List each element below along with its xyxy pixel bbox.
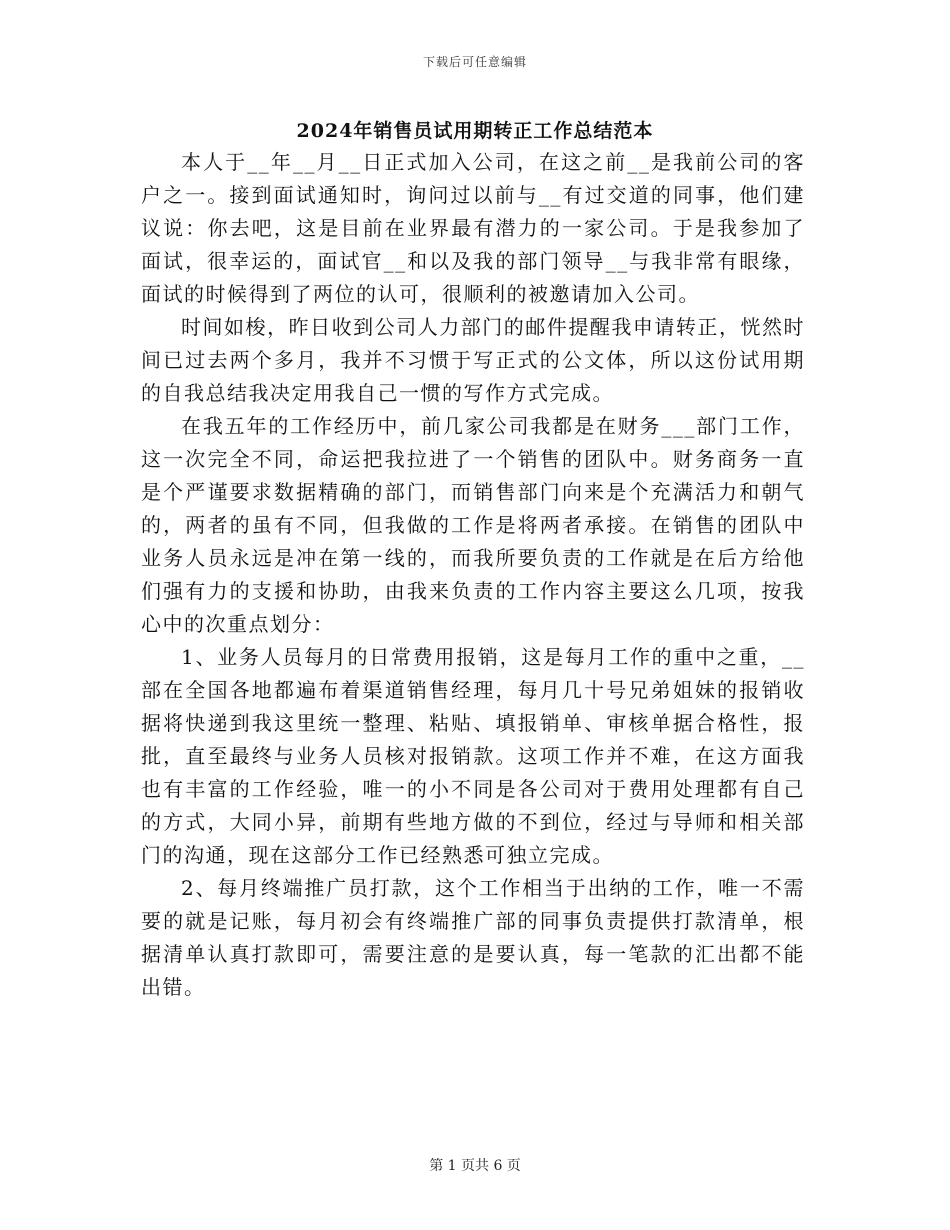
paragraph: 2、每月终端推广员打款，这个工作相当于出纳的工作，唯一不需要的就是记账，每月初会有终端推广部的同事负责提供打款清单，根据清单认真打款即可，需要注意的是要认真，每一笔款的汇出都不能出错。	[141, 876, 805, 999]
paragraph: 时间如梭，昨日收到公司人力部门的邮件提醒我申请转正，恍然时间已过去两个多月，我并不习惯于写正式的公文体，所以这份试用期的自我总结我决定用我自己一惯的写作方式完成。	[141, 315, 805, 405]
paragraph: 1、业务人员每月的日常费用报销，这是每月工作的重中之重，__部在全国各地都遍布着渠道销售经理，每月几十号兄弟姐妹的报销收据将快递到我这里统一整理、粘贴、填报销单、审核单据合格性，报批，直至最终与业务人员核对报销款。这项工作并不难，在这方面我也有丰富的工作经验，唯一的小不同是各公司对于费用处理都有自己的方式，大同小异，前期有些地方做的不到位，经过与导师和相关部门的沟通，现在这部分工作已经熟悉可独立完成。	[141, 645, 805, 867]
document-title: 2024年销售员试用期转正工作总结范本	[296, 120, 654, 142]
paragraph: 在我五年的工作经历中，前几家公司我都是在财务___部门工作，这一次完全不同，命运把我拉进了一个销售的团队中。财务商务一直是个严谨要求数据精确的部门，而销售部门向来是个充满活力和朝气的，两者的虽有不同，但我做的工作是将两者承接。在销售的团队中业务人员永远是冲在第一线的，而我所要负责的工作就是在后方给他们强有力的支援和协助，由我来负责的工作内容主要这么几项，按我心中的次重点划分：	[141, 414, 805, 636]
document-body	[141, 146, 805, 1004]
header-note: 下载后可任意编辑	[422, 55, 527, 69]
page-number: 第 1 页共 6 页	[429, 1158, 521, 1174]
paragraph: 本人于__年__月__日正式加入公司，在这之前__是我前公司的客户之一。接到面试通知时，询问过以前与__有过交道的同事，他们建议说：你去吧，这是目前在业界最有潜力的一家公司。于是我参加了面试，很幸运的，面试官__和以及我的部门领导__与我非常有眼缘，面试的时候得到了两位的认可，很顺利的被邀请加入公司。	[141, 150, 805, 306]
